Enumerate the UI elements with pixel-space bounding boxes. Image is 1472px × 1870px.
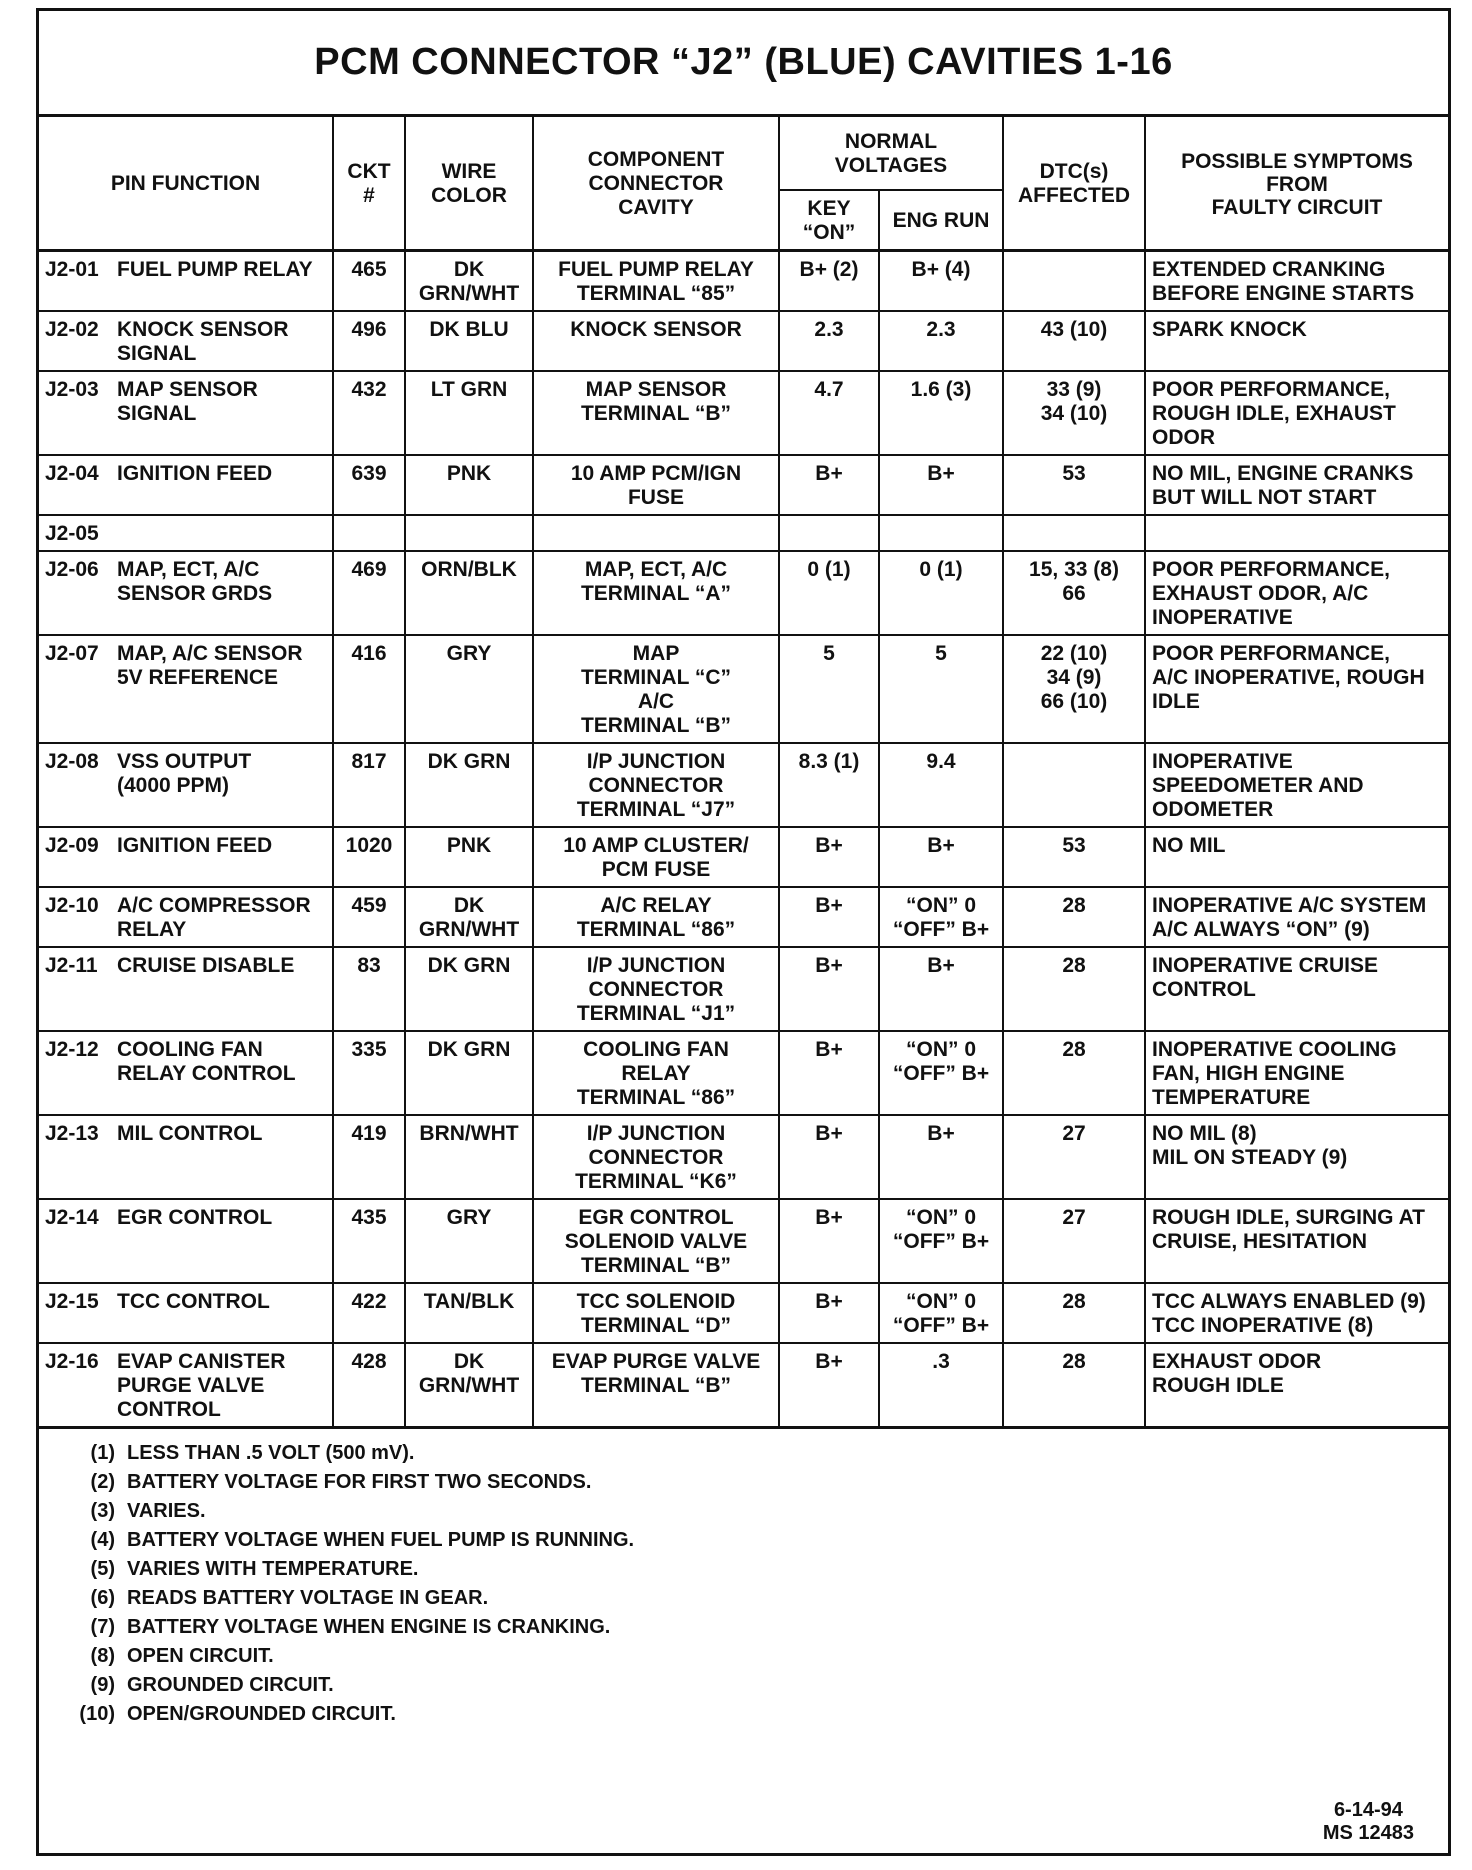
wire-color-cell: DK GRN/WHT bbox=[405, 887, 533, 947]
table-row bbox=[39, 455, 1448, 515]
component-cell: I/P JUNCTION CONNECTOR TERMINAL “J1” bbox=[533, 947, 779, 1031]
key-on-cell: B+ bbox=[779, 827, 879, 887]
key-on-cell: 5 bbox=[779, 635, 879, 743]
symptoms-cell: ROUGH IDLE, SURGING AT CRUISE, HESITATION bbox=[1145, 1199, 1448, 1283]
key-on-cell: B+ bbox=[779, 1283, 879, 1343]
title-bar bbox=[39, 11, 1448, 117]
pin-id: J2-15 bbox=[45, 1290, 99, 1313]
pin-cell bbox=[39, 515, 333, 551]
pin-cell bbox=[39, 635, 333, 743]
key-on-cell: B+ bbox=[779, 1031, 879, 1115]
pin-id: J2-10 bbox=[45, 894, 99, 917]
pin-cell bbox=[39, 1199, 333, 1283]
table-row bbox=[39, 947, 1448, 1031]
table-row bbox=[39, 251, 1448, 312]
footnote-text: READS BATTERY VOLTAGE IN GEAR. bbox=[127, 1587, 489, 1609]
symptoms-cell: NO MIL bbox=[1145, 827, 1448, 887]
table-row bbox=[39, 827, 1448, 887]
ckt-cell: 817 bbox=[333, 743, 405, 827]
footnote-text: OPEN CIRCUIT. bbox=[127, 1645, 274, 1667]
pin-function: EVAP CANISTER PURGE VALVE CONTROL bbox=[117, 1350, 286, 1421]
pin-cell bbox=[39, 743, 333, 827]
footnote-number: (8) bbox=[90, 1645, 115, 1667]
component-cell: COOLING FAN RELAY TERMINAL “86” bbox=[533, 1031, 779, 1115]
footnote bbox=[69, 1671, 1448, 1700]
table-row bbox=[39, 743, 1448, 827]
pin-id: J2-05 bbox=[45, 522, 99, 545]
key-on-cell: B+ bbox=[779, 1115, 879, 1199]
component-cell: MAP, ECT, A/C TERMINAL “A” bbox=[533, 551, 779, 635]
key-on-cell: 4.7 bbox=[779, 371, 879, 455]
pin-function: IGNITION FEED bbox=[117, 462, 273, 485]
pin-id: J2-11 bbox=[45, 954, 98, 977]
key-on-cell: 8.3 (1) bbox=[779, 743, 879, 827]
key-on-cell: B+ bbox=[779, 887, 879, 947]
eng-run-cell: B+ bbox=[879, 947, 1003, 1031]
table-header bbox=[39, 117, 1448, 251]
footnote-number: (6) bbox=[90, 1587, 115, 1609]
eng-run-cell: “ON” 0 “OFF” B+ bbox=[879, 1283, 1003, 1343]
key-on-cell: 0 (1) bbox=[779, 551, 879, 635]
pin-function: CRUISE DISABLE bbox=[117, 954, 295, 977]
pin-function: EGR CONTROL bbox=[117, 1206, 273, 1229]
footnote-number: (5) bbox=[90, 1558, 115, 1580]
pin-function: TCC CONTROL bbox=[117, 1290, 270, 1313]
pin-function: COOLING FAN RELAY CONTROL bbox=[117, 1038, 296, 1085]
symptoms-cell bbox=[1145, 515, 1448, 551]
footnote-number: (7) bbox=[90, 1616, 115, 1638]
ckt-cell: 422 bbox=[333, 1283, 405, 1343]
table-row bbox=[39, 1343, 1448, 1428]
pin-id: J2-14 bbox=[45, 1206, 99, 1229]
wire-color-cell bbox=[405, 515, 533, 551]
pin-function: MAP, ECT, A/C SENSOR GRDS bbox=[117, 558, 273, 605]
table-row bbox=[39, 371, 1448, 455]
symptoms-cell: TCC ALWAYS ENABLED (9) TCC INOPERATIVE (8) bbox=[1145, 1283, 1448, 1343]
pin-function: VSS OUTPUT (4000 PPM) bbox=[117, 750, 252, 797]
footnotes bbox=[39, 1429, 1448, 1729]
dtc-cell: 27 bbox=[1003, 1199, 1145, 1283]
dtc-cell: 28 bbox=[1003, 1031, 1145, 1115]
pin-cell bbox=[39, 551, 333, 635]
symptoms-cell: INOPERATIVE SPEEDOMETER AND ODOMETER bbox=[1145, 743, 1448, 827]
pin-cell bbox=[39, 1343, 333, 1428]
footnote-text: GROUNDED CIRCUIT. bbox=[127, 1674, 334, 1696]
wire-color-cell: DK GRN/WHT bbox=[405, 1343, 533, 1428]
footnote bbox=[69, 1497, 1448, 1526]
key-on-cell: 2.3 bbox=[779, 311, 879, 371]
ckt-cell: 639 bbox=[333, 455, 405, 515]
pin-id: J2-01 bbox=[45, 258, 99, 281]
dtc-cell: 53 bbox=[1003, 827, 1145, 887]
eng-run-cell bbox=[879, 515, 1003, 551]
key-on-cell bbox=[779, 515, 879, 551]
symptoms-cell: NO MIL (8) MIL ON STEADY (9) bbox=[1145, 1115, 1448, 1199]
wire-color-cell: PNK bbox=[405, 827, 533, 887]
pin-function: MAP, A/C SENSOR 5V REFERENCE bbox=[117, 642, 303, 689]
symptoms-cell: EXTENDED CRANKING BEFORE ENGINE STARTS bbox=[1145, 251, 1448, 312]
component-cell: I/P JUNCTION CONNECTOR TERMINAL “J7” bbox=[533, 743, 779, 827]
header-eng-run: ENG RUN bbox=[879, 190, 1003, 251]
footnote bbox=[69, 1526, 1448, 1555]
dtc-cell: 33 (9) 34 (10) bbox=[1003, 371, 1145, 455]
ckt-cell: 335 bbox=[333, 1031, 405, 1115]
eng-run-cell: 1.6 (3) bbox=[879, 371, 1003, 455]
wire-color-cell: DK GRN/WHT bbox=[405, 251, 533, 312]
dtc-cell: 27 bbox=[1003, 1115, 1145, 1199]
page-title: PCM CONNECTOR “J2” (BLUE) CAVITIES 1-16 bbox=[314, 41, 1173, 83]
footnote bbox=[69, 1584, 1448, 1613]
footnote bbox=[69, 1613, 1448, 1642]
eng-run-cell: B+ bbox=[879, 1115, 1003, 1199]
pin-function: A/C COMPRESSOR RELAY bbox=[117, 894, 311, 941]
symptoms-cell: POOR PERFORMANCE, ROUGH IDLE, EXHAUST ODOR bbox=[1145, 371, 1448, 455]
header-component: COMPONENT CONNECTOR CAVITY bbox=[533, 117, 779, 251]
dtc-cell: 28 bbox=[1003, 1343, 1145, 1428]
footnote-number: (4) bbox=[90, 1529, 115, 1551]
wire-color-cell: GRY bbox=[405, 1199, 533, 1283]
pin-id: J2-13 bbox=[45, 1122, 99, 1145]
wire-color-cell: DK GRN bbox=[405, 947, 533, 1031]
pin-table bbox=[39, 117, 1448, 1429]
eng-run-cell: 0 (1) bbox=[879, 551, 1003, 635]
footnote-text: VARIES. bbox=[127, 1500, 206, 1522]
symptoms-cell: INOPERATIVE CRUISE CONTROL bbox=[1145, 947, 1448, 1031]
pin-cell bbox=[39, 455, 333, 515]
ckt-cell: 459 bbox=[333, 887, 405, 947]
eng-run-cell: B+ (4) bbox=[879, 251, 1003, 312]
symptoms-cell: POOR PERFORMANCE, A/C INOPERATIVE, ROUGH IDLE bbox=[1145, 635, 1448, 743]
pin-function: FUEL PUMP RELAY bbox=[117, 258, 313, 281]
table-row bbox=[39, 1283, 1448, 1343]
pin-id: J2-07 bbox=[45, 642, 99, 665]
stamp-code: MS 12483 bbox=[1322, 1822, 1414, 1844]
component-cell: KNOCK SENSOR bbox=[533, 311, 779, 371]
dtc-cell: 53 bbox=[1003, 455, 1145, 515]
pin-id: J2-08 bbox=[45, 750, 99, 773]
header-key-on: KEY “ON” bbox=[779, 190, 879, 251]
dtc-cell bbox=[1003, 515, 1145, 551]
component-cell: EVAP PURGE VALVE TERMINAL “B” bbox=[533, 1343, 779, 1428]
eng-run-cell: “ON” 0 “OFF” B+ bbox=[879, 1199, 1003, 1283]
wire-color-cell: DK GRN bbox=[405, 1031, 533, 1115]
component-cell bbox=[533, 515, 779, 551]
component-cell: MAP TERMINAL “C” A/C TERMINAL “B” bbox=[533, 635, 779, 743]
footnote-number: (1) bbox=[90, 1442, 115, 1464]
wire-color-cell: DK BLU bbox=[405, 311, 533, 371]
footnote-text: BATTERY VOLTAGE WHEN ENGINE IS CRANKING. bbox=[127, 1616, 611, 1638]
table-row bbox=[39, 1031, 1448, 1115]
ckt-cell: 1020 bbox=[333, 827, 405, 887]
ckt-cell bbox=[333, 515, 405, 551]
eng-run-cell: “ON” 0 “OFF” B+ bbox=[879, 887, 1003, 947]
component-cell: TCC SOLENOID TERMINAL “D” bbox=[533, 1283, 779, 1343]
dtc-cell: 28 bbox=[1003, 887, 1145, 947]
table-row bbox=[39, 1115, 1448, 1199]
header-symptoms: POSSIBLE SYMPTOMS FROM FAULTY CIRCUIT bbox=[1145, 117, 1448, 251]
component-cell: EGR CONTROL SOLENOID VALVE TERMINAL “B” bbox=[533, 1199, 779, 1283]
symptoms-cell: EXHAUST ODOR ROUGH IDLE bbox=[1145, 1343, 1448, 1428]
key-on-cell: B+ (2) bbox=[779, 251, 879, 312]
pin-id: J2-12 bbox=[45, 1038, 99, 1061]
footnote bbox=[69, 1642, 1448, 1671]
symptoms-cell: INOPERATIVE COOLING FAN, HIGH ENGINE TEMPERATURE bbox=[1145, 1031, 1448, 1115]
table-row bbox=[39, 1199, 1448, 1283]
pin-function: IGNITION FEED bbox=[117, 834, 273, 857]
pin-cell bbox=[39, 371, 333, 455]
pin-cell bbox=[39, 1283, 333, 1343]
pin-id: J2-04 bbox=[45, 462, 99, 485]
pin-cell bbox=[39, 1031, 333, 1115]
pin-id: J2-16 bbox=[45, 1350, 99, 1373]
footnote-text: OPEN/GROUNDED CIRCUIT. bbox=[127, 1703, 396, 1725]
footnote-text: LESS THAN .5 VOLT (500 mV). bbox=[127, 1442, 415, 1464]
pin-cell bbox=[39, 251, 333, 312]
component-cell: A/C RELAY TERMINAL “86” bbox=[533, 887, 779, 947]
key-on-cell: B+ bbox=[779, 1343, 879, 1428]
connector-chart bbox=[36, 8, 1451, 1856]
wire-color-cell: DK GRN bbox=[405, 743, 533, 827]
dtc-cell: 15, 33 (8) 66 bbox=[1003, 551, 1145, 635]
header-wire-color: WIRE COLOR bbox=[405, 117, 533, 251]
pin-cell bbox=[39, 827, 333, 887]
key-on-cell: B+ bbox=[779, 455, 879, 515]
dtc-cell: 28 bbox=[1003, 1283, 1145, 1343]
key-on-cell: B+ bbox=[779, 1199, 879, 1283]
stamp-date: 6-14-94 bbox=[1333, 1799, 1403, 1821]
pin-id: J2-02 bbox=[45, 318, 99, 341]
pin-function: MIL CONTROL bbox=[117, 1122, 263, 1145]
table-row bbox=[39, 515, 1448, 551]
table-row bbox=[39, 311, 1448, 371]
dtc-cell bbox=[1003, 251, 1145, 312]
component-cell: 10 AMP PCM/IGN FUSE bbox=[533, 455, 779, 515]
dtc-cell: 22 (10) 34 (9) 66 (10) bbox=[1003, 635, 1145, 743]
footnote-number: (9) bbox=[90, 1674, 115, 1696]
pin-function: KNOCK SENSOR SIGNAL bbox=[117, 318, 289, 365]
ckt-cell: 465 bbox=[333, 251, 405, 312]
component-cell: FUEL PUMP RELAY TERMINAL “85” bbox=[533, 251, 779, 312]
eng-run-cell: B+ bbox=[879, 455, 1003, 515]
pin-id: J2-09 bbox=[45, 834, 99, 857]
component-cell: MAP SENSOR TERMINAL “B” bbox=[533, 371, 779, 455]
table-body bbox=[39, 251, 1448, 1428]
ckt-cell: 435 bbox=[333, 1199, 405, 1283]
ckt-cell: 416 bbox=[333, 635, 405, 743]
footnote-text: BATTERY VOLTAGE WHEN FUEL PUMP IS RUNNING. bbox=[127, 1529, 635, 1551]
ckt-cell: 83 bbox=[333, 947, 405, 1031]
wire-color-cell: TAN/BLK bbox=[405, 1283, 533, 1343]
ckt-cell: 496 bbox=[333, 311, 405, 371]
header-dtc: DTC(s) AFFECTED bbox=[1003, 117, 1145, 251]
component-cell: 10 AMP CLUSTER/ PCM FUSE bbox=[533, 827, 779, 887]
wire-color-cell: GRY bbox=[405, 635, 533, 743]
pin-cell bbox=[39, 311, 333, 371]
wire-color-cell: ORN/BLK bbox=[405, 551, 533, 635]
pin-cell bbox=[39, 887, 333, 947]
header-normal-voltages: NORMAL VOLTAGES bbox=[779, 117, 1003, 190]
table-row bbox=[39, 635, 1448, 743]
footnote bbox=[69, 1439, 1448, 1468]
footnote bbox=[69, 1555, 1448, 1584]
footnote-number: (10) bbox=[79, 1703, 115, 1725]
eng-run-cell: .3 bbox=[879, 1343, 1003, 1428]
key-on-cell: B+ bbox=[779, 947, 879, 1031]
ckt-cell: 469 bbox=[333, 551, 405, 635]
pin-cell bbox=[39, 947, 333, 1031]
pin-id: J2-03 bbox=[45, 378, 99, 401]
symptoms-cell: INOPERATIVE A/C SYSTEM A/C ALWAYS “ON” (9) bbox=[1145, 887, 1448, 947]
footnote-text: VARIES WITH TEMPERATURE. bbox=[127, 1558, 419, 1580]
symptoms-cell: POOR PERFORMANCE, EXHAUST ODOR, A/C INOPERATIVE bbox=[1145, 551, 1448, 635]
dtc-cell: 28 bbox=[1003, 947, 1145, 1031]
pin-cell bbox=[39, 1115, 333, 1199]
pin-function: MAP SENSOR SIGNAL bbox=[117, 378, 258, 425]
eng-run-cell: B+ bbox=[879, 827, 1003, 887]
symptoms-cell: SPARK KNOCK bbox=[1145, 311, 1448, 371]
table-row bbox=[39, 887, 1448, 947]
footnote-number: (2) bbox=[90, 1471, 115, 1493]
wire-color-cell: BRN/WHT bbox=[405, 1115, 533, 1199]
wire-color-cell: PNK bbox=[405, 455, 533, 515]
dtc-cell: 43 (10) bbox=[1003, 311, 1145, 371]
eng-run-cell: 5 bbox=[879, 635, 1003, 743]
footnote bbox=[69, 1468, 1448, 1497]
header-ckt: CKT # bbox=[333, 117, 405, 251]
dtc-cell bbox=[1003, 743, 1145, 827]
table-row bbox=[39, 551, 1448, 635]
footnote-number: (3) bbox=[90, 1500, 115, 1522]
header-pin-function: PIN FUNCTION bbox=[39, 117, 333, 251]
footnote-text: BATTERY VOLTAGE FOR FIRST TWO SECONDS. bbox=[127, 1471, 592, 1493]
wire-color-cell: LT GRN bbox=[405, 371, 533, 455]
document-stamp bbox=[1323, 1799, 1414, 1845]
component-cell: I/P JUNCTION CONNECTOR TERMINAL “K6” bbox=[533, 1115, 779, 1199]
ckt-cell: 428 bbox=[333, 1343, 405, 1428]
pin-id: J2-06 bbox=[45, 558, 99, 581]
eng-run-cell: 2.3 bbox=[879, 311, 1003, 371]
eng-run-cell: “ON” 0 “OFF” B+ bbox=[879, 1031, 1003, 1115]
footnote bbox=[69, 1700, 1448, 1729]
ckt-cell: 419 bbox=[333, 1115, 405, 1199]
ckt-cell: 432 bbox=[333, 371, 405, 455]
eng-run-cell: 9.4 bbox=[879, 743, 1003, 827]
symptoms-cell: NO MIL, ENGINE CRANKS BUT WILL NOT START bbox=[1145, 455, 1448, 515]
